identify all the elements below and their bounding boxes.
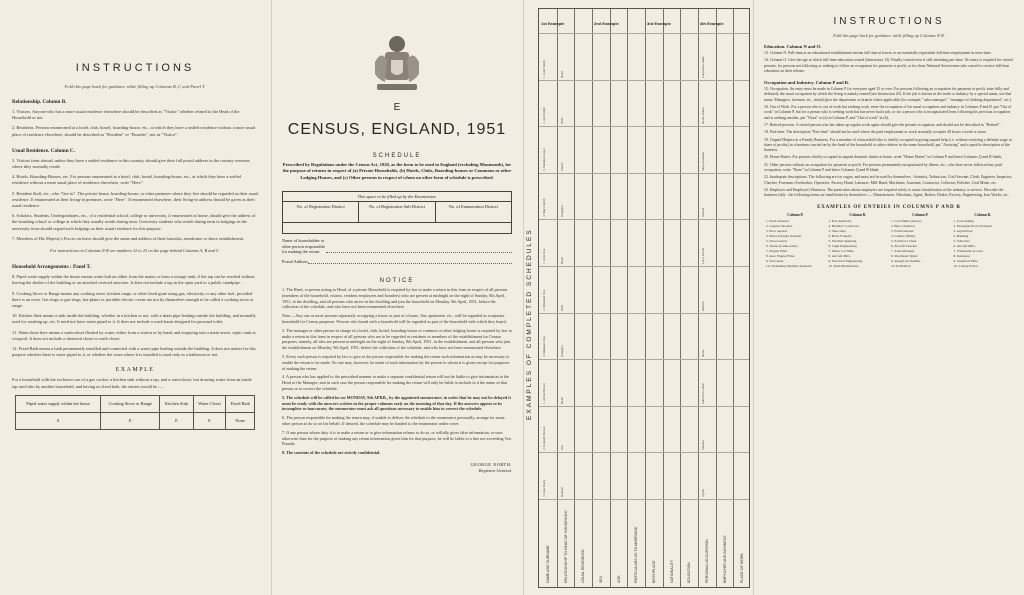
example-entry: 4. Mary Smith	[542, 198, 546, 218]
example-entry: Son	[559, 445, 564, 451]
grid-row-rule	[539, 313, 749, 314]
instruction-10: 10. Kitchen Sink means a sink inside the building, whether in a kitchen or not, with a drain pipe leading outside the building, and normally used for washing up, etc. It need not have water piped to it. It does not include a wash basin designed for personal toilet.	[12, 313, 256, 325]
grid-column-divider	[698, 9, 699, 587]
example-entry: Home Duties	[701, 107, 705, 125]
grid-row-rule	[539, 173, 749, 174]
grid-column-header: NAME AND SURNAME	[545, 545, 550, 583]
examples-grid	[538, 8, 750, 588]
example-entry: 3. Pamela Cooper	[542, 148, 546, 171]
entries-title: EXAMPLES OF ENTRIES IN COLUMNS P AND R	[817, 204, 961, 210]
grid-column-divider	[627, 9, 628, 587]
entries-column	[764, 219, 827, 269]
example-entry: 3. Jane Bruce	[542, 479, 546, 497]
instruction-5: 5. Resident Staff, etc., who "live in". The private house, boarding-house, or other premises where they live should be regarded as their usual residence. If enumerated at their living-in premises, write "Here". If enumerated elsewhere, their living-in address should be given as their usual residence.	[12, 190, 258, 209]
grid-column-divider	[557, 9, 558, 587]
list-item: 4. Cashier (Bank)	[891, 233, 916, 238]
grid-row-rule	[539, 452, 749, 453]
table-header: Water Closet	[193, 395, 226, 412]
example-entry: Solicitor's Clerk	[701, 383, 705, 404]
list-item: 7. Wholesale Grocery	[953, 248, 984, 253]
list-item: 5. Woollen Spinning	[828, 238, 857, 243]
grid-column-header: NATIONALITY	[669, 559, 674, 583]
usual-residence-title: Usual Residence. Column C.	[12, 147, 75, 154]
householder-name-field[interactable]	[326, 238, 512, 253]
grid-column-divider	[574, 9, 575, 587]
instruction-23: 23. Employer and Employer's Business. The particulars about employers are required solely to assist classification of the industry or service. Describe the business fully : the following terms are insufficient by themselves :— Manufacturer, Merchant, Agent, Broker, Dealer, Factory, Engineering, Iron Works, etc.	[764, 187, 1009, 198]
table-header: Kitchen Sink	[160, 395, 193, 412]
right-instructions-panel	[754, 0, 1024, 595]
education-title: Education. Column N and O.	[764, 44, 822, 49]
page-title: CENSUS, ENGLAND, 1951	[287, 121, 507, 138]
list-item: 8. Aircraft Mfrs.	[828, 253, 851, 258]
examples-panel	[524, 0, 752, 595]
list-item: 9. Chemical Mfrs.	[953, 258, 979, 263]
grid-column-divider	[733, 9, 734, 587]
list-item: 7. Motor Car Mfrs.	[828, 248, 855, 253]
grid-column-divider	[645, 9, 646, 587]
enumeration-district-field[interactable]: No. of Enumeration District	[448, 204, 498, 210]
grid-column-divider	[663, 9, 664, 587]
instruction-6: 6. Scholars, Students, Undergraduates, etc., of a residential school, college or university, if enumerated at home, should give the address of the boarding school or college at which they usually reside during term. University students who reside during term in lodgings in the university town should regard such lodgings as their usual residence for this purpose.	[12, 213, 256, 231]
example-entry: School	[701, 208, 705, 218]
schedule-title: SCHEDULE	[372, 153, 422, 159]
list-item: 4. Banking	[953, 233, 969, 238]
form-letter: E	[393, 102, 401, 113]
entries-column	[889, 219, 952, 269]
example-group-label: 3rd Example	[647, 21, 671, 26]
notice-3: 3. Every such person is required by law to give to the person responsible for making the return such information as may be necessary to enable the return to be made. No one may, however, be made of such information by the person to whom it is given except for purposes of making the return.	[282, 353, 510, 371]
example-entry: Boarder	[559, 486, 564, 497]
instruction-13: 13. Column N. Full-time at an educational establishment means full time at leaves or an essentially equivalent full-time employment in term-time.	[764, 51, 992, 55]
postal-address-field[interactable]	[308, 259, 512, 264]
example-entry: Carpenter's Mate	[701, 55, 705, 78]
instruction-19: 19. Unpaid Helpers in a Family Business. For a member of a household who is chiefly occupied in giving unpaid help (i.e. without receiving a definite wage or share of profits) in a business carried on by the head of the household or other relative in the same household, put "Assisting" and a specific description of the business.	[764, 137, 1012, 153]
list-item: 10. County Police	[953, 263, 978, 268]
grid-column-header: RELATIONSHIP TO HEAD OF HOUSEHOLD	[563, 510, 568, 583]
enumerator-box-header: This space to be filled up by the Enumerator.	[283, 192, 511, 202]
instruction-16: 16. Out of Work. For a person who is out of work but seeking work, enter the occupation of his usual occupation and industry in Columns P and R, put "Out of work" in Column P, but for a person who is seeking work but has never had a job, or for a person who is incapacitated from following his previous occupation and is seeking another, put "None" or (a) in Column P, and "Out of work" in (b).	[764, 105, 1012, 120]
list-item: 4. Brass Foundry moulder	[766, 233, 802, 238]
list-item: 8. Insurance	[953, 253, 971, 258]
list-item: 4. Brass Foundry	[828, 233, 852, 238]
list-item: 2. Passenger Road Transport	[953, 223, 993, 228]
list-item: 3. Boot repairer	[766, 228, 788, 233]
table-cell: None	[226, 412, 255, 429]
list-item: 7. Engine Fitter	[766, 248, 788, 253]
list-item: 1. Coal Miner (hewer)	[891, 218, 922, 223]
cover-panel	[272, 0, 522, 595]
registrar-name: GEORGE NORTH.	[470, 461, 512, 467]
instruction-9: 9. Cooking Stove or Range means any cooking stove, kitchen range, or other fixed grate using gas, electricity or any other fuel, provided there is an oven. Gas rings or gas-rings, hot-plates or portable electric ovens are not by themselves enough to be called a cooking stove or range.	[12, 290, 254, 309]
example-entry: 1. John Doe	[542, 248, 546, 264]
instruction-15: 15. Occupation. An entry must be made in Column P for everyone aged 15 or over. For persons following an occupation for payment or profit, state fully and definitely the usual occupation by which the living is mainly earned (see Instruction 20). If the job is known in the trade or industry by a special name, use that name. Managers, foremen, etc., should give the department or branch where applicable (for example, "sales manager", "manager of clothing department", etc.).	[764, 87, 1013, 102]
instruction-7b: For instructions on Columns N-R see numbers 12 to 23 on the page behind Columns A, B and C.	[50, 248, 220, 254]
grid-row-rule	[539, 33, 749, 34]
grid-column-header: USUAL RESIDENCE	[581, 549, 586, 583]
list-item: 8. Shorthand Typist	[891, 253, 918, 258]
list-item: 2. Builder's Contractor	[828, 223, 860, 228]
grid-row-rule	[539, 266, 749, 267]
example-group-label: 1st Example	[541, 21, 565, 26]
instruction-2: 2. Residents. Persons enumerated at a hotel, club, hostel, boarding-house, etc., at which they have a settled residence without a more usual place of residence elsewhere, should be described as "Resident" or "Boarder", not as "Visitor".	[12, 125, 256, 137]
grid-row-rule	[539, 406, 749, 407]
example-entry: Nurse	[701, 349, 705, 358]
occupation-title: Occupation and Industry. Column P and R.	[764, 80, 850, 86]
household-title: Household Arrangements : Panel T.	[12, 264, 91, 271]
table-header: Fixed Bath	[226, 395, 255, 412]
registration-subdistrict-field[interactable]: No. of Registration Sub-District	[359, 202, 435, 222]
notice-6: 6. The person responsible for making the return may, if unable to deliver the schedule to the enumerator personally, arrange for some other person to do so on his behalf. If desired, the schedule may be handed to the enumerator under cover.	[282, 415, 505, 426]
instruction-4: 4. Hotels, Boarding-Houses, etc. For persons enumerated at a hotel, club, hostel, boarding-house, etc., at which they have a settled residence without a more usual place of residence elsewhere, write "Here".	[12, 174, 241, 186]
table-header: Cooking Stove or Range	[101, 395, 160, 412]
example-entry: 2. Elizabeth Doe	[542, 289, 546, 311]
list-item: 3. Agriculture	[953, 228, 973, 233]
grid-column-header: PERSONAL OCCUPATION	[704, 539, 709, 583]
instructions-subhead-right: Fold this page back for guidance while filling up Columns N-R.	[833, 33, 945, 38]
notice-2: 2. The manager or other person in charge of a hotel, club, hostel, boarding-house or common or other lodging house is required by law to make a return in this form in respect of all persons who are to be regarded as residents or members of the establishment for Census purposes, namely, all who are present at midnight on the night of Sunday, 8th April, 1951, in the establishment, and all persons who join the establishment on Monday, 9th April, 1951, before the collection of the schedule, and who have not been enumerated elsewhere.	[282, 327, 512, 351]
list-item: 5. Solicitor's Clerk	[891, 238, 917, 243]
householder-name-label: Name of householder or other person responsible for making the return	[282, 238, 325, 255]
list-item: 3. Farm labourer	[891, 228, 914, 233]
list-item: 1. Port Authority	[828, 218, 852, 223]
notice-1: 1. The Head, or person acting as Head, of a private Household is required by law to make a return in this form in respect of all persons (members of the household, visitors, resident employees and boarders) who are present at midnight on the night of Sunday, 8th April, 1951, in the dwelling, and all persons who arrive in the dwelling and join the household on Monday, 9th April, 1951, before the collection of the schedule, and who have not been enumerated elsewhere.	[282, 287, 508, 310]
example-entry: Visitor	[559, 162, 564, 171]
example-entry: Head	[559, 257, 564, 264]
example-entry: Head	[559, 70, 564, 78]
example-group-label: 4th Example	[700, 21, 724, 26]
notice-title: NOTICE	[379, 278, 415, 284]
grid-column-header: EDUCATION	[687, 562, 692, 583]
notice-1b: Note.—Any one or more persons separately occupying a house or part of a house, flat, apartment, etc., will be regarded as a separate household for Census purposes. Persons who board with a household will be regarded as part of the household with which they board.	[282, 313, 507, 324]
examples-side-title: EXAMPLES OF COMPLETED SCHEDULES	[526, 228, 533, 420]
left-instructions-panel	[0, 0, 270, 595]
entries-column	[952, 219, 1015, 269]
example-entry: 2. Ann Smith	[542, 107, 546, 125]
instructions-subhead: Fold this page back for guidance while filling up Columns B, C and Panel T.	[64, 84, 206, 89]
list-item: 10. Varnishing Machine Assistant	[766, 263, 812, 268]
grid-row-rule	[539, 359, 749, 360]
column-label: Column R.	[974, 212, 992, 217]
example-text: For a household with the exclusive use of a gas cooker, a kitchen sink without a tap, and a watercloset, but drawing water from an inside tap used also by another household, and having no fixed bath, the entries would be :—	[12, 377, 252, 389]
grid-row-rule	[539, 126, 749, 127]
list-item: 3. Shoe shop	[828, 228, 846, 233]
table-cell: E	[101, 412, 160, 429]
notice-7: 7. If any person whose duty it is to make a return or to give information refuses to do so, or wilfully gives false information, or uses otherwise than for the purpose of making any return information given him for that purpose, he will be liable to a fine not exceeding Ten Pounds.	[282, 429, 511, 447]
grid-column-divider	[592, 9, 593, 587]
relationship-title: Relationship. Column B.	[12, 99, 67, 105]
list-item: 10. Policeman	[891, 263, 911, 268]
example-entry: 1. Arthur Brown	[542, 382, 546, 404]
instruction-21: 21. Other persons without an occupation for payment or profit. For persons permanently incapacitated by illness, etc., who have never followed any paid occupation, write "None" in Column P and leave Columns Q and R blank.	[764, 162, 1002, 173]
grid-column-header: EMPLOYER AND BUSINESS	[722, 535, 727, 583]
instruction-22: 22. Inadequate descriptions. The following are too vague, and must not be used by themselves : Scientist, Technician, Civil Servant, Clerk, Engineer, Inspector, Checker, Foreman, Overlooker, Operative, Factory Hand, Labourer, Mill-Hand, Machinist, Assistant, Contractor, Collector, Polisher, Coal Miner, etc.	[764, 175, 1013, 185]
column-label: Column R.	[849, 212, 867, 217]
grid-column-header: PLACE OF WORK	[740, 553, 745, 583]
list-item: 9. Electrical Engineering	[828, 258, 863, 263]
list-item: 2. Bus Conductor	[891, 223, 915, 228]
grid-row-rule	[539, 80, 749, 81]
instruction-17: 17. Retired persons. A retired person who has taken up regular work again should give the present occupation, and should not be described as "Retired".	[764, 122, 1001, 127]
registration-district-field[interactable]: No. of Registration District	[283, 202, 359, 222]
grid-row-rule	[539, 219, 749, 220]
grid-column-header: BIRTHPLACE	[651, 560, 656, 583]
instructions-heading: INSTRUCTIONS	[75, 62, 195, 74]
list-item: 6. Turner (Lathe setter)	[766, 243, 798, 248]
entries-list	[764, 219, 1014, 269]
grid-column-header: PARTICULARS AS TO MARRIAGE	[634, 526, 639, 583]
example-entry: Daughter	[559, 205, 564, 218]
example-entry: Wife	[559, 117, 564, 125]
list-item: 6. Aircraft Mfrs.	[953, 243, 976, 248]
instruction-8: 8. Piped water supply within the house means water laid on either from the mains or from a storage tank, if the tap can be reached without leaving the shelter of the building or an attached covered structure. It does not include a tap in the open yard or a public standpipe.	[12, 274, 255, 286]
list-item: 5. Solicitors	[953, 238, 970, 243]
grid-column-divider	[716, 9, 717, 587]
table-cell: S	[16, 412, 101, 429]
instruction-3: 3. Visitors from abroad, unless they have a settled residence in this country, should give their full postal address in the country overseas where they normally reside.	[12, 157, 250, 170]
grid-row-rule	[539, 499, 749, 500]
instruction-1: 1. Visitors. Anyone who has a more usual residence elsewhere should be described as "Visitor" whether related to the Head of the Household or not.	[12, 109, 240, 121]
grid-column-header: AGE	[616, 575, 621, 583]
example-entry: 1. John Smith	[542, 59, 546, 78]
example-title: EXAMPLE	[115, 367, 155, 374]
example-entry: Daughter	[559, 345, 564, 358]
grid-column-divider	[680, 9, 681, 587]
example-entry: Lorry Driver	[701, 247, 705, 264]
table-cell: E	[193, 412, 226, 429]
grid-column-header: SEX	[598, 575, 603, 583]
grid-column-divider	[610, 9, 611, 587]
instruction-14: 14. Column O. Give the age at which full-time education ceased (Instruction 13). Finally ceased even if still attending part-time. No entry is required for retired persons, for persons not following or seeking to follow an occupation for payment or profit, or for those National Servicemen who ceased to receive full-time education on their release.	[764, 58, 1013, 73]
list-item: 9. Tool setter	[766, 258, 784, 263]
example-entry: 3. Margaret Doe	[542, 336, 546, 358]
example-group-label: 2nd Example	[594, 21, 619, 26]
list-item: 9. Analytical Chemist	[891, 258, 921, 263]
instruction-18: 18. Part-time. The description "Part-time" should not be used where the paid employment or work normally occupies 30 hours a week or more.	[764, 130, 987, 135]
table-cell: E	[160, 412, 193, 429]
column-label: Column P.	[787, 212, 804, 217]
list-item: 1. Dock labourer	[766, 218, 789, 223]
table-header: Piped water supply within the house	[16, 395, 101, 412]
instructions-heading-right: INSTRUCTIONS	[833, 16, 945, 27]
instruction-12: 12. Fixed Bath means a bath permanently installed and connected with a waste pipe leading outside the building. It does not matter for this purpose whether there is water piped to it, or whether the room where it is installed is used only as a bathroom or not.	[12, 346, 256, 358]
royal-crest-icon	[371, 32, 423, 94]
household-example-table	[15, 395, 255, 430]
entries-column	[827, 219, 890, 269]
example-entry: Head	[559, 397, 564, 404]
notice-4: 4. A person who has applied to the prescribed manner to make a separate confidential return will not be liable to give information to the Head or the Manager; and in such case the person responsible for making the return will only be liable to include in it the name of that person so to correct the schedule.	[282, 374, 510, 391]
enumerator-box	[282, 191, 512, 234]
instruction-7: 7. Members of His Majesty's Forces on leave should give the name and address of their barracks, aerodrome or shore establishment.	[12, 235, 245, 241]
list-item: 1. Coal mining	[953, 218, 974, 223]
notice-8: 8. The contents of the schedule are strictly confidential.	[282, 450, 381, 456]
example-entry: Typist	[701, 489, 705, 497]
instruction-20: 20. Home Duties. For persons chiefly occupied in unpaid domestic duties at home, write "Home Duties" in Column P and leave Columns Q and R blank.	[764, 155, 1003, 160]
example-entry: Student	[701, 440, 705, 451]
postal-address-label: Postal Address	[282, 259, 308, 264]
example-entry: Wife	[559, 304, 564, 311]
list-item: 6. Light Engineering	[828, 243, 857, 248]
list-item: 6. Aircraft Checker	[891, 243, 918, 248]
example-entry: Shop Assistant	[701, 151, 705, 171]
schedule-text: Prescribed by Regulations under the Census Act, 1920, as the form to be used in England (excluding Monmouth), for the purpose of returns in respect of (a) Private Households, (b) Hotels, Clubs, Boarding-houses or Commons or other Lodging Houses, and (c) Other persons in respect of whom no other form of schedule is prescribed.	[282, 162, 512, 180]
list-item: 10. Paint Manufacture	[828, 263, 859, 268]
column-label: Column P.	[912, 212, 929, 217]
registrar-title: Registrar General.	[478, 467, 512, 473]
notice-5: 5. The schedule will be called for on MONDAY, 9th APRIL, by the appointed enumerator; in order that he may not be delayed it must be ready with the answers written in the proper columns early on the morning of that day. If the answers appear to be incomplete or inaccurate, the enumerator must ask all questions necessary to enable him to correct the schedule.	[282, 394, 511, 412]
instruction-11: 11. Watercloset here means a watercloset flushed by water, either from a cistern or by hand, and emptying into a main sewer, septic tank or cesspool. It does not include a chemical closet or earth closet.	[12, 329, 256, 341]
list-item: 2. General labourer	[766, 223, 793, 228]
list-item: 8. Aero Engine Fitter	[766, 253, 795, 258]
example-entry: Retired	[701, 301, 705, 311]
list-item: 5. Wool weaver	[766, 238, 788, 243]
example-entry: 2. Kenneth Brown	[542, 426, 546, 451]
list-item: 7. Sales Manager	[891, 248, 915, 253]
